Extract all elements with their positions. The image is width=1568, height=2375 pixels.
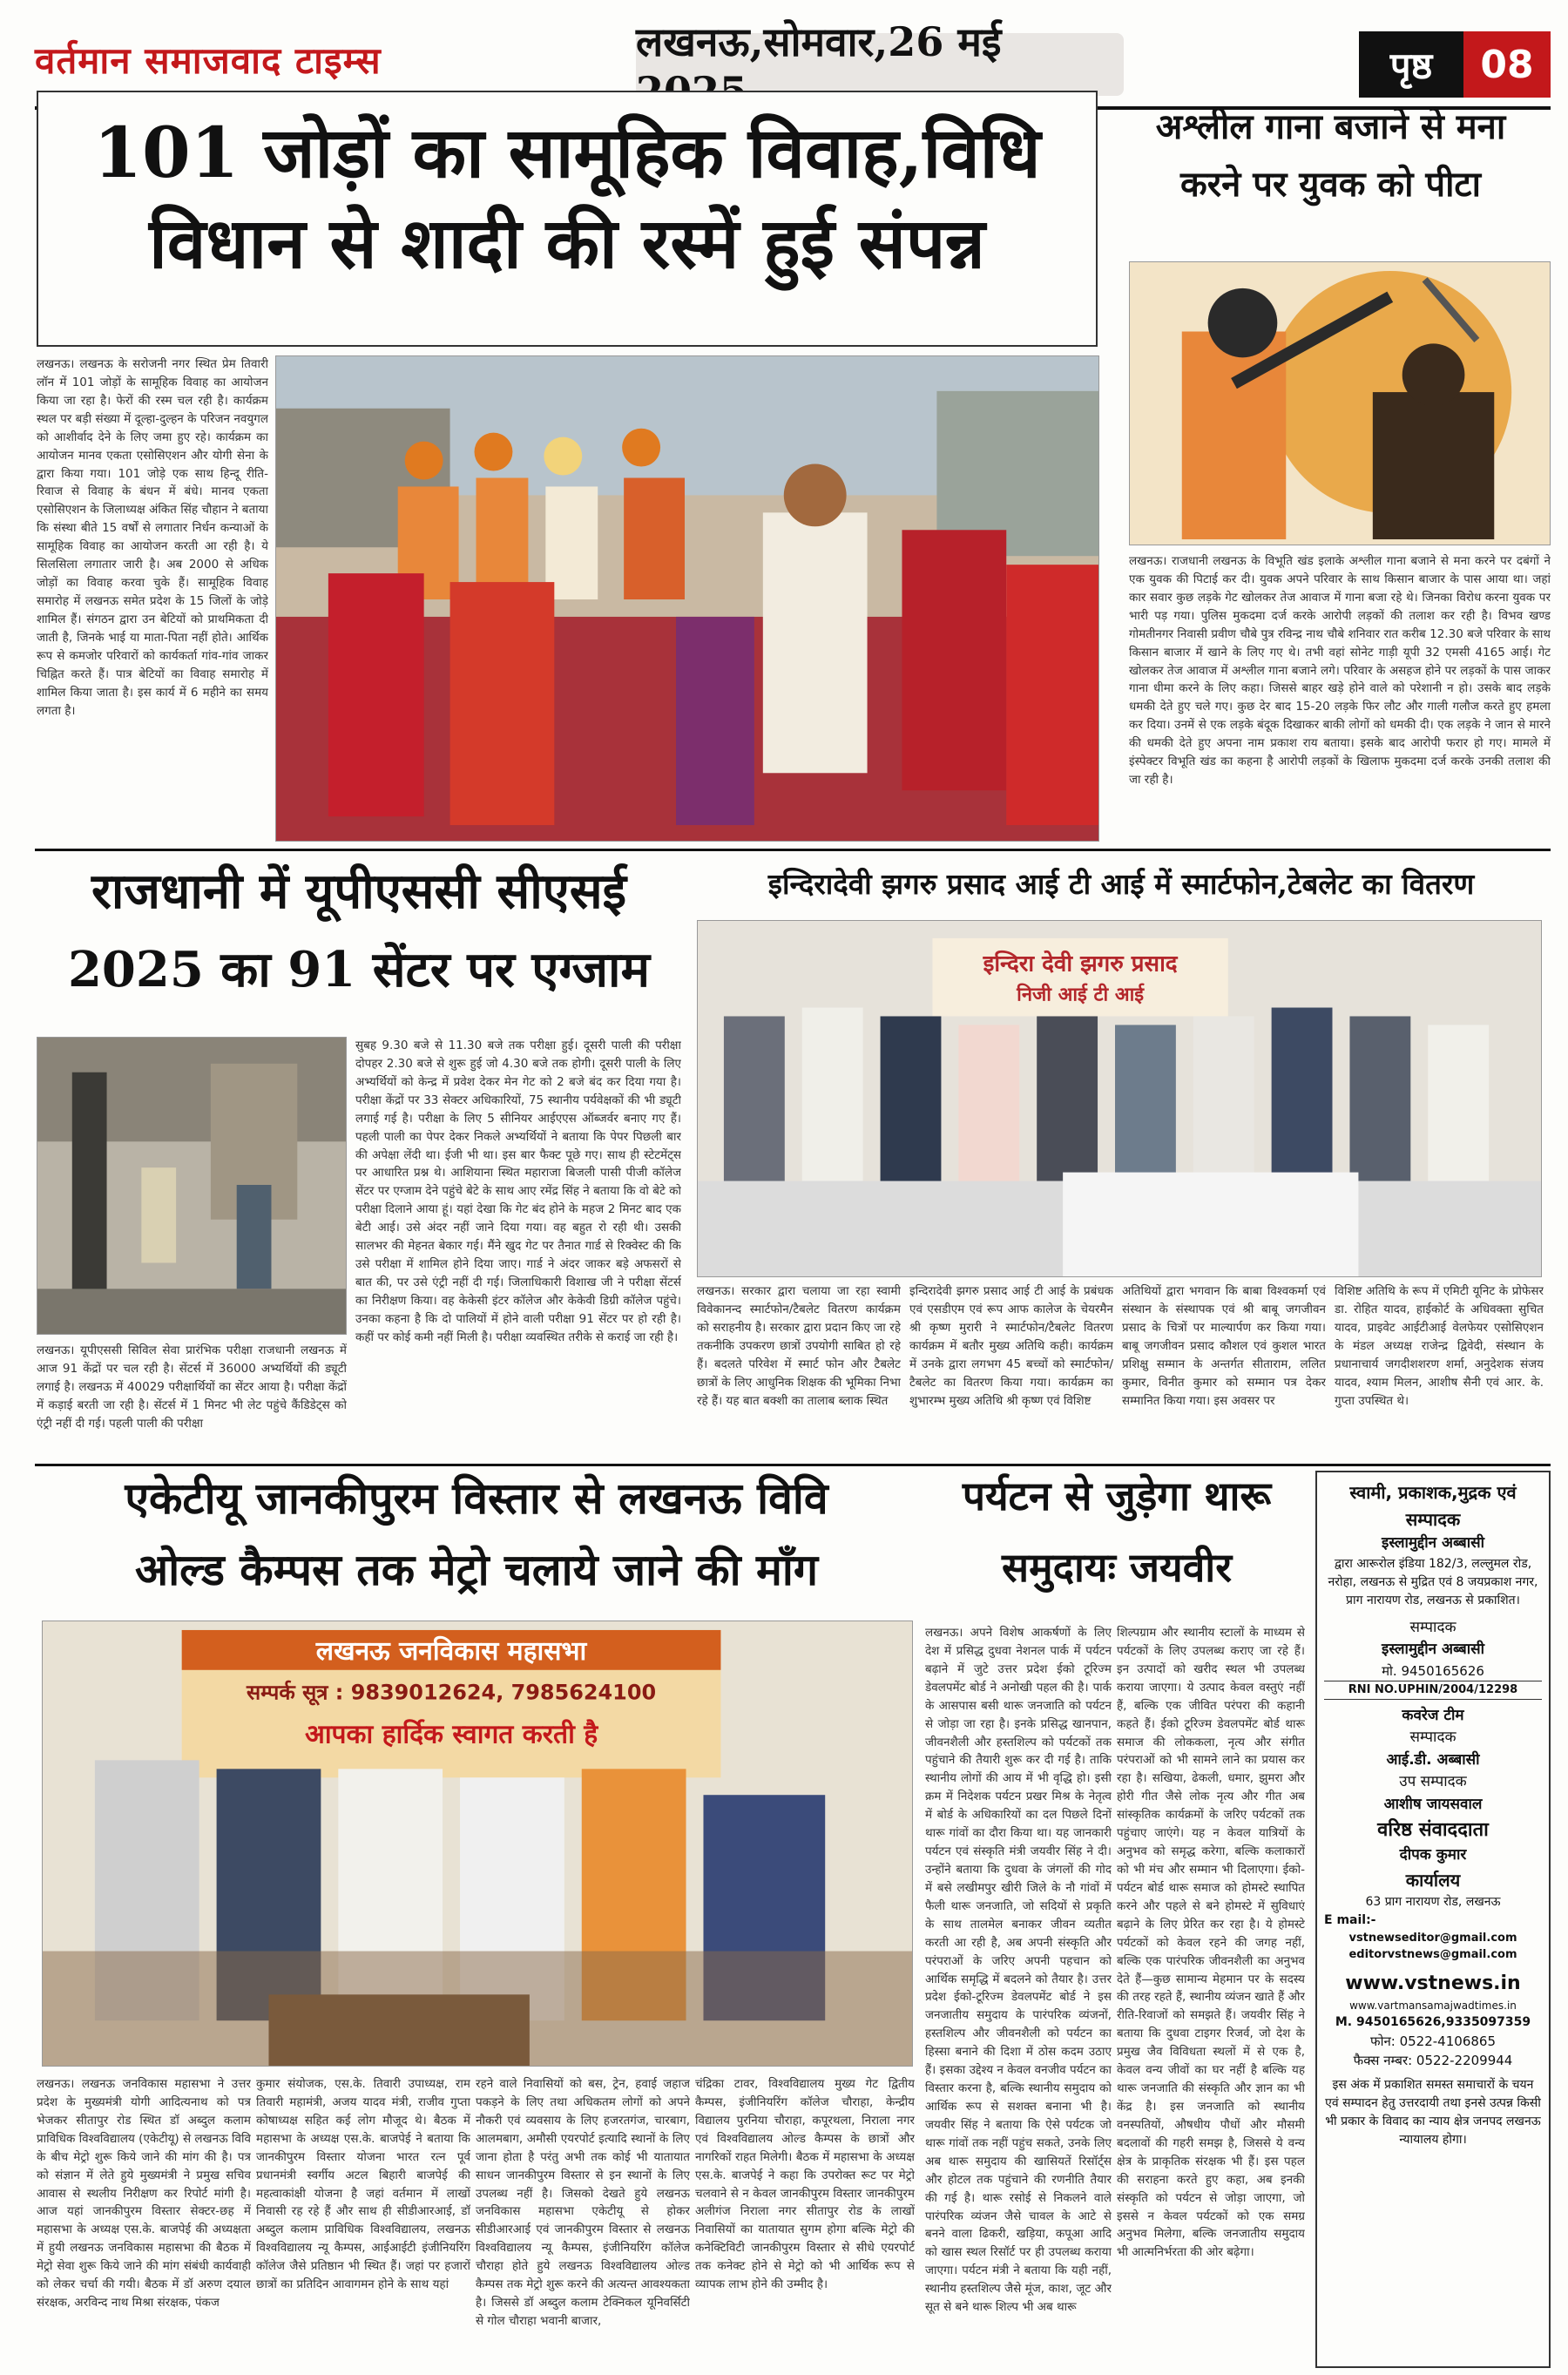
imprint-l16: 63 प्राग नारायण रोड, लखनऊ [1365, 1894, 1501, 1909]
story6-headline-line1: पर्यटन से जुड़ेगा थारू [962, 1472, 1272, 1519]
exam-centre-photo-illustration [37, 1038, 346, 1334]
story1-headline-box [37, 91, 1098, 347]
banner-line-1: लखनऊ जनविकास महासभा [315, 1635, 587, 1667]
banner-line-3: आपका हार्दिक स्वागत करती है [304, 1719, 598, 1750]
imprint-owner-label [1324, 1479, 1542, 1533]
paper-name: वर्तमान समाजवाद टाइम्स [35, 39, 382, 82]
story4-distribution-photo [697, 920, 1542, 1277]
imprint-l14: दीपक कुमार [1399, 1846, 1467, 1864]
story1-wedding-photo [275, 355, 1099, 842]
imprint-l23: फोन: 0522-4106865 [1370, 2033, 1496, 2049]
imprint-l6: मो. 9450165626 [1382, 1662, 1484, 1679]
story2-headline-line1: अश्लील गाना बजाने से मना [1155, 106, 1506, 147]
imprint-l18: vstnewseditor@gmail.com [1348, 1931, 1517, 1945]
imprint-l7: RNI NO.UPHIN/2004/12298 [1324, 1681, 1542, 1700]
imprint-l22: M. 9450165626,9335097359 [1335, 2014, 1531, 2029]
story3-headline-line2: 2025 का 91 सेंटर पर एग्जाम [67, 941, 651, 998]
story3-exam-centre-photo [37, 1037, 347, 1335]
story5-meeting-photo [42, 1621, 913, 2067]
imprint-l19: editorvstnews@gmail.com [1348, 1948, 1517, 1961]
imprint-l8: कवरेज टीम [1402, 1706, 1464, 1724]
dateline: लखनऊ,सोमवार,26 मई [636, 33, 1124, 96]
page-number: 08 [1463, 31, 1551, 98]
story4-col2: इन्दिरादेवी झगरु प्रसाद आई टी आई के प्रबंधक एवं एसडीएम एवं रूप आफ कालेज के चेयरमैन श्री कृष्ण मुरारी ने स्मार्टफोन/टैबलेट वितरण कार्यक्रम में बतौर मुख्य अतिथि कही। कार्यक्रम में उनके द्वारा लगभग 45 बच्चों को स्मार्टफोन/टैबलेट का वितरण किया गया। कार्यक्रम का शुभारम्भ मुख्य अतिथि श्री कृष्ण एवं विशिष्ट [909, 1284, 1113, 1408]
banner-line-2: सम्पर्क सूत्र : 9839012624, 7985624100 [246, 1680, 657, 1705]
story1-headline-line2: विधान से शादी की रस्में हुई संपन्न [149, 202, 985, 285]
story4-col1: लखनऊ। सरकार द्वारा चलाया जा रहा स्वामी विवेकानन्द स्मार्टफोन/टैबलेट वितरण कार्यक्रम को सराहनीय है। सरकार द्वारा प्रदान किए जा रहे तकनीकि उपकरण छात्रों उपयोगी साबित हो रहे हैं। बदलते परिवेश में स्मार्ट फोन और टैबलेट छात्रों के लिए आधुनिक शिक्षक की भूमिका निभा रहे हैं। यह बात बक्शी का तालाब ब्लाक स्थित [697, 1284, 901, 1408]
story4-headline: इन्दिरादेवी झगरु प्रसाद आई टी आई में स्मार्टफोन,टेबलेट का वितरण [767, 867, 1475, 901]
imprint-l20: www.vstnews.in [1345, 1972, 1521, 1994]
story1-body: लखनऊ। लखनऊ के सरोजनी नगर स्थित प्रेम तिवारी लॉन में 101 जोड़ों के सामूहिक विवाह का आयोजन किया जा रहा है। फेरों की रस्म चल रही है। कार्यक्रम स्थल पर बड़ी संख्या में दूल्हा-दुल्हन के परिजन नवयुगल को आशीर्वाद देने के लिए जमा हुए रहे। कार्यक्रम का आयोजन मानव एकता एसोसिएशन और योगी सेना के द्वारा किया गया। 101 जोड़े एक साथ हिन्दू रीति-रिवाज से विवाह के बंधन में बंधे। मानव एकता एसोसिएशन के जिलाध्यक्ष अंकित सिंह चौहान ने बताया कि संस्था बीते 15 वर्षों से लगातार निर्धन कन्याओं के सामूहिक विवाह का आयोजन करती आ रही है। ये सिलसिला लगातार जारी है। अब 2000 से अधिक जोड़ों का विवाह करवा चुके हैं। सामूहिक विवाह समारोह में लखनऊ समेत प्रदेश के 15 जिलों के जोड़े शामिल हैं। संगठन द्वारा उन बेटियों को प्राथमिकता दी जाती है, जिनके भाई या माता-पिता नहीं होते। आर्थिक रूप से कमजोर परिवारों को कार्यकर्ता गांव-गांव जाकर चिह्नित करते हैं। पात्र बेटियों का विवाह समारोह में शामिल किया जाता है। इस कार्य में 6 महीने का समय लगता है। [37, 357, 268, 718]
page-label: पृष्ठ [1359, 31, 1463, 98]
section-rule-2 [35, 1464, 1551, 1466]
assault-illustration-graphic [1130, 262, 1550, 545]
distribution-photo-illustration [698, 921, 1541, 1276]
section-rule-1 [35, 849, 1551, 851]
imprint-l4: सम्पादक [1409, 1618, 1456, 1636]
imprint-box [1315, 1471, 1551, 2368]
imprint-l17: E mail:- [1324, 1912, 1376, 1927]
story5-col1: लखनऊ। लखनऊ जनविकास महासभा ने उत्तर प्रदेश के मुख्यमंत्री योगी आदित्यनाथ को पत्र भेजकर सीतापुर रोड स्थित डॉ अब्दुल कलाम प्राविधिक विश्वविद्यालय (एकेटीयू) से लखनऊ विवि के बीच मेट्रो शुरू किये जाने की मांग की है। पत्र को संज्ञान में लेते हुये मुख्यमंत्री ने प्रमुख सचिव आवास से स्थलीय निरीक्षण कर रिपोर्ट मांगी है। आज यहां जानकीपुरम विस्तार सेक्टर-छह में महासभा के अध्यक्ष एस.के. बाजपेई की अध्यक्षता में हुयी लखनऊ जनविकास महासभा की बैठक में मेट्रो सेवा शुरू किये जाने की मांग संबंधी कार्यवाही को लेकर चर्चा की गयी। बैठक में डॉ अरुण दयाल संरक्षक, अरविन्द नाथ मिश्रा संरक्षक, पंकज [37, 2077, 251, 2311]
story6-col2: शिल्पग्राम और स्थानीय स्टालों के माध्यम से पर्यटकों के लिए उपलब्ध कराए जा रहे हैं। इन उत्पादों को खरीद स्थल भी उपलब्ध कराया जाएगा। ये उत्पाद केवल वस्तुएं नहीं हैं, बल्कि एक जीवित परंपरा की कहानी कहते हैं। ईको टूरिज्म डेवलपमेंट बोर्ड थारू समाज की लोककला, नृत्य और संगीत परंपराओं को भी सामने लाने का प्रयास कर रहा है। सखिया, ढेकली, धमार, झुमरा और होरी गीत जैसे लोक नृत्य और गीत अब सांस्कृतिक कार्यक्रमों के जरिए पर्यटकों तक पहुंचाए जाएंगे। यह न केवल यात्रियों के अनुभव को समृद्ध करेगा, बल्कि कलाकारों को भी मंच और सम्मान भी दिलाएगा। ईको-पर्यटन बोर्ड थारू समाज को होमस्टे स्थापित करने और पहले से बने होमस्टे में सुविधाएं बढ़ाने के लिए प्रेरित कर रहा है। ये होमस्टे पर्यटकों को केवल रहने की जगह नहीं, बल्कि एक पारंपरिक जीवनशैली का अनुभव देते हैं—कुछ सामान्य मेहमान पर के सदस्य की तरह रहते हैं, स्थानीय व्यंजन खाते हैं और रीति-रिवाजों को समझते हैं। जयवीर सिंह ने बताया कि दुधवा टाइगर रिजर्व, जो देश के प्रमुख जैव विविधता स्थलों में से एक है, केवल वन्य जीवों का घर नहीं है बल्कि यह थारू जनजाति की संस्कृति और ज्ञान का भी केंद्र है। इस जनजाति को स्थानीय वनस्पतियों, औषधीय पौधों और मौसमी बदलावों की गहरी समझ है, जिससे ये वन्य क्षेत्र के प्राकृतिक संरक्षक भी हैं। इस पहल की सराहना करते हुए कहा, अब इनकी संस्कृति को पर्यटन से जोड़ा जाएगा, जो इससे न केवल पर्यटकों को एक समग्र अनुभव मिलेगा, बल्कि जनजातीय समुदाय भी आत्मनिर्भरता की ओर बढ़ेगा। [1117, 1626, 1305, 2260]
imprint-l3: द्वारा आरूरोल इंडिया 182/3, लल्लुमल रोड, नरोहा, लखनऊ से मुद्रित एवं 8 जयप्रकाश नगर, प्राग नारायण रोड, लखनऊ से प्रकाशित। [1328, 1556, 1538, 1607]
story5-col2: कुमार संयोजक, एस.के. तिवारी उपाध्यक्ष, राम तिवारी महामंत्री, अजय यादव मंत्री, राजीव गुप्ता कोषाध्यक्ष सहित कई लोग मौजूद थे। बैठक में महासभा के अध्यक्ष एस.के. बाजपेई ने बताया कि जानकीपुरम विस्तार योजना भारत रत्न पूर्व प्रधानमंत्री स्वर्गीय अटल बिहारी बाजपेई की महत्वाकांक्षी योजना है जहां वर्तमान में लाखों निवासी रह रहे हैं और साथ ही सीडीआरआई, डॉ अब्दुल कलाम प्राविधिक विश्वविद्यालय, लखनऊ विश्वविद्यालय न्यू कैम्पस, आईआईटी इंजीनियरिंग कॉलेज जैसे प्रतिष्ठान भी स्थित हैं। जहां पर हजारों छात्रों का प्रतिदिन आवागमन होने के साथ यहां [256, 2077, 470, 2292]
story5-headline-line2: ओल्ड कैम्पस तक मेट्रो चलाये जाने की माँग [135, 1544, 818, 1595]
story3-body-right: सुबह 9.30 बजे से 11.30 बजे तक परीक्षा हुई। दूसरी पाली की परीक्षा दोपहर 2.30 बजे से शुरू हुई जो 4.30 बजे तक होगी। दूसरी पाली के लिए अभ्यर्थियों को केन्द्र में प्रवेश देकर मेन गेट को 2 बजे बंद कर दिया गया है। परीक्षा केंद्रों पर 33 सेक्टर अधिकारियों, 75 स्थानीय पर्यवेक्षकों की भी ड्यूटी लगाई गई है। परीक्षा के लिए 5 सीनियर आईएएस ऑब्जर्वर बनाए गए हैं। पहली पाली का पेपर देकर निकले अभ्यर्थियों ने बताया कि पेपर पिछली बार की अपेक्षा लेंदी था। ईजी भी था। इस बार फैक्ट पूछे गए। साथ ही स्टेटमेंट्स पर आधारित प्रश्न थे। आशियाना स्थित महाराजा बिजली पासी पीजी कॉलेज सेंटर पर एग्जाम देने पहुंचे बेटे के साथ आए रमेंद्र सिंह ने बताया कि वो बेटे को परीक्षा दिलाने आया हूं। यहां देखा कि गेट बंद होने के महज 2 मिनट बाद एक बेटी आई। उसे अंदर नहीं जाने दिया गया। वह बहुत रो रही थी। उसकी सालभर की मेहनत बेकार गई। मैंने खुद गेट पर तैनात गार्ड से रिक्वेस्ट की कि उसे परीक्षा में शामिल होने दिया जाए। गार्ड ने अंदर जाकर बड़े अफसरों से बात की, पर उसे एंट्री नहीं दी गई। जिलाधिकारी विशाख जी ने परीक्षा सेंटर्स का निरीक्षण किया। वह केकेसी इंटर कॉलेज और केकेवी डिग्री कॉलेज पहुंचे। उनका कहना है कि दो पालियों में होने वाली परीक्षा 91 सेंटर पर हो रही है। कहीं पर कोई कमी नहीं मिली है। परीक्षा व्यवस्थित तरीके से कराई जा रही है। [355, 1039, 681, 1344]
story6-col1: लखनऊ। अपने विशेष आकर्षणों के लिए देश में प्रसिद्ध दुधवा नेशनल पार्क में पर्यटन बढ़ाने में जुटे उत्तर प्रदेश ईको टूरिज्म डेवलपमेंट बोर्ड ने अनोखी पहल की है। पार्क के आसपास बसी थारू जनजाति को पर्यटन से जोड़ा जा रहा है। इनके प्रसिद्ध खानपान, जीवनशैली और हस्तशिल्प को पर्यटकों तक पहुंचाने की तैयारी शुरू कर दी गई है। ताकि स्थानीय लोगों की आय में भी वृद्धि हो। इसी क्रम में निदेशक पर्यटन प्रखर मिश्र के नेतृत्व में बोर्ड के अधिकारियों का दल पिछले दिनों थारू गांवों का दौरा किया था। यह जानकारी पर्यटन एवं संस्कृति मंत्री जयवीर सिंह ने दी। उन्होंने बताया कि दुधवा के जंगलों की गोद में बसे लखीमपुर खीरी जिले के नौ गांवों में फैली थारू जनजाति, जो सदियों से प्रकृति के साथ तालमेल बनाकर जीवन व्यतीत करती आ रही है, अब अपनी संस्कृति और परंपराओं के जरिए अपनी पहचान को आर्थिक समृद्धि में बदलने को तैयार है। उत्तर प्रदेश ईको-टूरिज्म डेवलपमेंट बोर्ड ने इस जनजातीय समुदाय के पारंपरिक व्यंजनों, हस्तशिल्प और जीवनशैली को पर्यटन का हिस्सा बनाने की दिशा में ठोस कदम उठाए हैं। इसका उद्देश्य न केवल वनजीव पर्यटन का विस्तार करना है, बल्कि स्थानीय समुदाय को आर्थिक रूप से सशक्त बनाना भी है। जयवीर सिंह ने बताया कि ऐसे पर्यटक जो थारू गांवों तक नहीं पहुंच सकते, उनके लिए अब थारू समुदाय की खासियतें रिसॉर्ट्स और होटल तक पहुंचाने की रणनीति तैयार की गई है। थारू रसोई से निकलने वाले पारंपरिक व्यंजन जैसे चावल के आटे से बनने वाला ढिकरी, खड़िया, कपूआ आदि को खास स्थल रिसॉर्ट पर ही उपलब्ध कराया जाएगा। पर्यटन मंत्री ने बताया कि यही नहीं, स्थानीय हस्तशिल्प जैसे मूंज, काश, जूट और सूत से बने थारू शिल्प भी अब थारू [925, 1626, 1112, 2315]
imprint-l5: इस्लामुद्दीन अब्बासी [1381, 1641, 1485, 1658]
imprint-l13: वरिष्ठ संवाददाता [1377, 1819, 1489, 1841]
imprint-l24: फैक्स नम्बर: 0522-2209944 [1353, 2053, 1513, 2068]
imprint-l9: सम्पादक [1409, 1729, 1456, 1746]
meeting-photo-illustration [43, 1621, 912, 2066]
imprint-l2: इस्लामुद्दीन अब्बासी [1381, 1534, 1485, 1552]
imprint-l11: उप सम्पादक [1399, 1773, 1467, 1790]
imprint-l15: कार्यालय [1405, 1869, 1461, 1891]
story5-col3: रहने वाले निवासियों को बस, ट्रेन, हवाई जहाज पकड़ने के लिए तथा अधिकतम लोगों को अपने नौकरी एवं व्यवसाय के लिए हजरतगंज, चारबाग, आलमबाग, अमौसी एयरपोर्ट इत्यादि स्थानों के लिए जाना होता है परंतु अभी तक कोई भी यातायात साधन जानकीपुरम विस्तार से इन स्थानों के लिए उपलब्ध नहीं है। जिसको देखते हुये लखनऊ जनविकास महासभा एकेटीयू से होकर सीडीआरआई एवं जानकीपुरम विस्तार से लखनऊ विश्वविद्यालय न्यू कैम्पस, इंजीनियरिंग कॉलेज चौराहा होते हुये लखनऊ विश्वविद्यालय ओल्ड कैम्पस तक मेट्रो शुरू करने की अत्यन्त आवश्यकता है। जिससे डॉ अब्दुल कलाम टेक्निकल यूनिवर्सिटी से गोल चौराहा भवानी बाजार, [476, 2077, 690, 2328]
story1-headline-line1: 101 जोड़ों का सामूहिक विवाह,विधि [93, 112, 1041, 193]
story2-assault-illustration [1129, 261, 1551, 545]
imprint-l10: आई.डी. अब्बासी [1386, 1750, 1480, 1769]
story4-col3: अतिथियों द्वारा भगवान कि बाबा विश्वकर्मा एवं संस्थान के संस्थापक एवं श्री बाबू जगजीवन प्रसाद के चित्रों पर माल्यार्पण कर किया गया। बाबू जगजीवन प्रसाद कौशल एवं कुशल भारत प्रशिक्षु सम्मान के अन्तर्गत सीताराम, ललित कुमार, विनीत कुमार को सम्मान पत्र देकर सम्मानित किया गया। इस अवसर पर [1122, 1284, 1326, 1408]
page-number-box [1359, 31, 1551, 98]
imprint-l12: आशीष जायसवाल [1383, 1795, 1483, 1813]
story2-headline-line2: करने पर युवक को पीटा [1180, 164, 1481, 205]
imprint-l21: www.vartmansamajwadtimes.in [1349, 1999, 1517, 2012]
story4-col4: विशिष्ट अतिथि के रूप में एमिटी यूनिट के प्रोफेसर डा. रोहित यादव, हाईकोर्ट के अधिवक्ता सुचित यादव, प्राइवेट आईटीआई वेलफेयर एसोसिएशन के मंडल अध्यक्ष राजेन्द्र द्विवेदी, संस्थान के प्रधानाचार्य जगदीशशरण शर्मा, अनुदेशक संजय यादव, श्याम मिलन, आशीष सैनी एवं आर. के. गुप्ता उपस्थित थे। [1335, 1284, 1544, 1408]
story5-col4: चंद्रिका टावर, विश्वविद्यालय मुख्य गेट द्वितीय कैम्पस, इंजीनियरिंग कॉलेज चौराहा, केन्द्रीय विद्यालय पुरनिया चौराहा, कपूरथला, निराला नगर एवं विश्वविद्यालय ओल्ड कैम्पस के छात्रों और नागरिकों राहत मिलेगी। बैठक में महासभा के अध्यक्ष एस.के. बाजपेई ने कहा कि उपरोक्त रूट पर मेट्रो चलवाने से न केवल जानकीपुरम विस्तार जानकीपुरम अलीगंज निराला नगर सीतापुर रोड के लाखों निवासियों का यातायात सुगम होगा बल्कि मेट्रो की कनेक्टिविटी जानकीपुरम विस्तार से सीधे एयरपोर्ट तक कनेक्ट होने से मेट्रो को भी आर्थिक रूप से व्यापक लाभ होने की उम्मीद है। [695, 2077, 915, 2292]
story2-body: लखनऊ। राजधानी लखनऊ के विभूति खंड इलाके अश्लील गाना बजाने से मना करने पर दबंगों ने एक युवक की पिटाई कर दी। युवक अपने परिवार के साथ किसान बाजार के पास आया था। जहां कार सवार कुछ लड़के गेट खोलकर तेज आवाज में गाना बजा रहे थे। जिनका विरोध करना युवक पर भारी पड़ गया। पुलिस मुकदमा दर्ज करके आरोपी लड़कों की तलाश कर रही है। विभव खण्ड गोमतीनगर निवासी प्रवीण चौबे पुत्र रविन्द्र नाथ चौबे शनिवार रात करीब 12.30 बजे परिवार के साथ किसान बाजार में खाने के लिए गए थे। तभी वहां सोनेट गाड़ी यूपी 32 एमसी 4165 आई। गेट खोलकर तेज आवाज में अश्लील गाना बजाने लगे। परिवार के असहज होने पर लड़कों के पास जाकर गाना धीमा करने के लिए कहा। जिससे बाहर खड़े होने वाले को परेशानी न हो। उसके बाद लड़के धमकी देते हुए चले गए। कुछ देर बाद 15-20 लड़के फिर लौट और गाली गलौज करते हुए हमला कर दिया। उनमें से एक लड़के बंदूक दिखाकर बाकी लोगों को धमकी दी। एक लड़के ने जान से मारने की धमकी देते हुए अपना नाम प्रकाश राय बताया। इसके बाद आरोपी फरार हो गए। मामले में इंस्पेक्टर विभूति खंड का कहना है आरोपी लड़कों के खिलाफ मुकदमा दर्ज करके उनकी तलाश की जा रही है। [1129, 554, 1551, 788]
banner-text: इन्दिरा देवी झगरु प्रसाद [983, 951, 1178, 978]
imprint-l25: इस अंक में प्रकाशित समस्त समाचारों के चयन एवं सम्पादन हेतु उत्तरदायी तथा इनसे उत्पन्न किसी भी प्रकार के विवाद का न्याय क्षेत्र जनपद लखनऊ न्यायालय होगा। [1325, 2077, 1541, 2147]
imprint-l1: स्वामी, प्रकाशक,मुद्रक एवं सम्पादक [1349, 1482, 1517, 1530]
story5-headline-line1: एकेटीयू जानकीपुरम विस्तार से लखनऊ विवि [125, 1472, 828, 1524]
story6-headline-line2: समुदायः जयवीर [1001, 1544, 1233, 1591]
story3-body-left: लखनऊ। यूपीएससी सिविल सेवा प्रारंभिक परीक्षा राजधानी लखनऊ में आज 91 केंद्रों पर चल रही है। सेंटर्स में 36000 अभ्यर्थियों की ड्यूटी लगाई है। लखनऊ में 40029 परीक्षार्थियों का सेंटर आया है। परीक्षा केंद्रों में कड़ाई बरती जा रही है। सेंटर्स में 1 मिनट भी लेट पहुंचे कैंडिडेट्स को एंट्री नहीं दी गई। पहली पाली की परीक्षा [37, 1343, 347, 1431]
wedding-photo-illustration [276, 356, 1098, 841]
banner-text-2: निजी आई टी आई [1017, 984, 1145, 1006]
story3-headline-line1: राजधानी में यूपीएससी सीएसई [91, 863, 627, 920]
